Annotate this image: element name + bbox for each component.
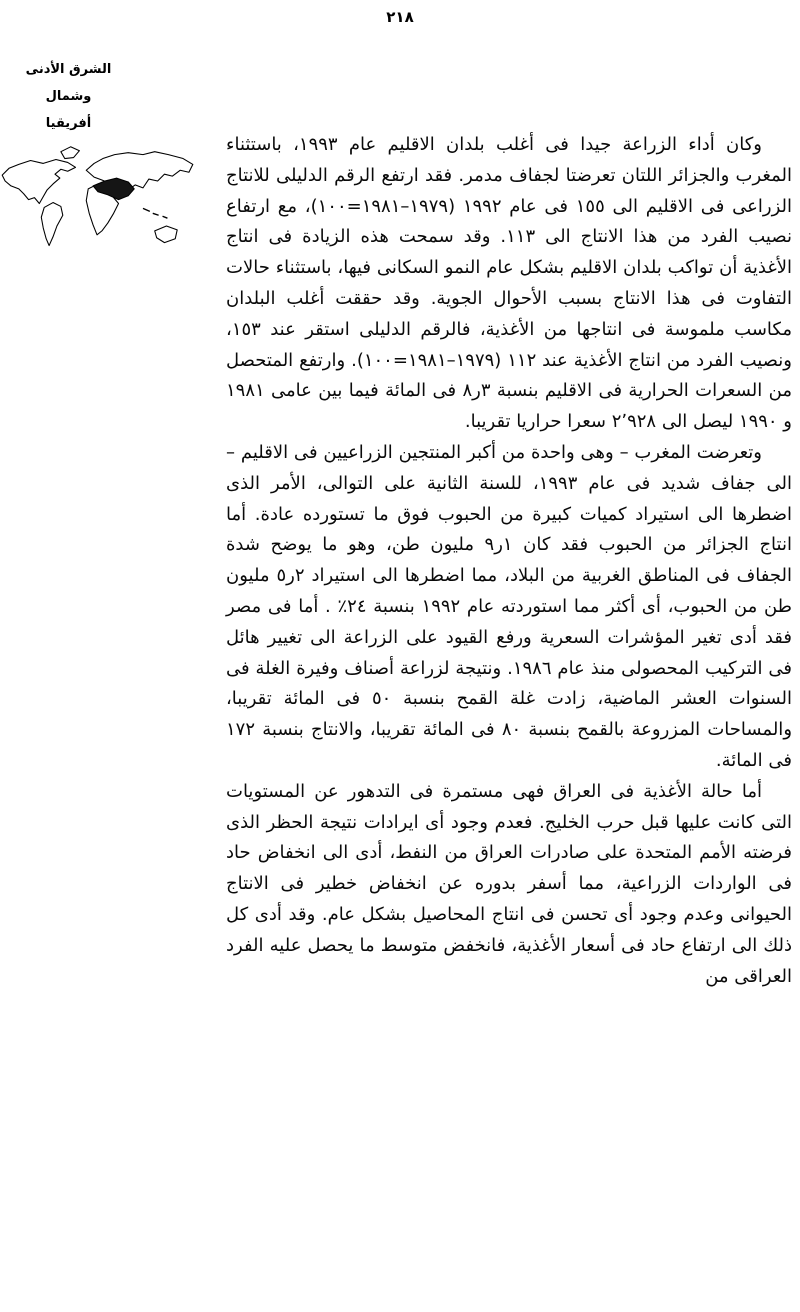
region-heading-line2: أفريقيا [45,116,92,131]
article-body-text [226,130,792,992]
region-heading-line1: الشرق الأدنى وشمال [25,62,112,104]
page-number: ٢١٨ [386,8,414,26]
paragraph-1: وكان أداء الزراعة جيدا فى أغلب بلدان الاقليم عام ١٩٩٣، باستثناء المغرب والجزائر اللتان تعرضتا لجفاف مدمر. فقد ارتفع الرقم الدليلى للانتاج الزراعى فى الاقليم الى ١٥٥ فى عام ١٩٩٢ (١٩٧٩–١٩٨١=١٠٠)، مع ارتفاع نصيب الفرد من هذا الانتاج الى ١١٣. وقد سمحت هذه الزيادة فى انتاج الأغذية أن تواكب بلدان الاقليم بشكل عام النمو السكانى فيها، باستثناء حالات التفاوت فى هذا الانتاج بسبب الأحوال الجوية. وقد حققت أغلب البلدان مكاسب ملموسة فى انتاجها من الأغذية، فالرقم الدليلى استقر عند ١٥٣، ونصيب الفرد من انتاج الأغذية عند ١١٢ (١٩٧٩–١٩٨١=١٠٠). وارتفع المتحصل من السعرات الحرارية فى الاقليم بنسبة ٣ر٨ فى المائة فيما بين عامى ١٩٨١ و ١٩٩٠ ليصل الى ٢٬٩٢٨ سعرا حراريا تقريبا. [226,134,792,433]
map-north-america [2,160,75,204]
map-islands [143,208,167,218]
world-map-icon [0,138,196,270]
paragraph-3: أما حالة الأغذية فى العراق فهى مستمرة فى التدهور عن المستويات التى كانت عليها قبل حرب الخليج. فعدم وجود أى ايرادات نتيجة الحظر الذى فرضته الأمم المتحدة على صادرات العراق من النفط، أدى الى انخفاض حاد فى الواردات الزراعية، مما أسفر بدوره عن انخفاض خطير فى الانتاج الحيوانى وعدم وجود أى تحسن فى انتاج المحاصيل بشكل عام. وقد أدى كل ذلك الى ارتفاع حاد فى أسعار الأغذية، فانخفض متوسط ما يحصل عليه الفرد العراقى من [226,780,792,987]
map-south-america [41,203,63,246]
paragraph-2: وتعرضت المغرب – وهى واحدة من أكبر المنتجين الزراعيين فى الاقليم – الى جفاف شديد فى عام ١٩٩٣، للسنة الثانية على التوالى، الأمر الذى اضطرها الى استيراد كميات كبيرة من الحبوب فوق ما تستورده عادة. أما انتاج الجزائر من الحبوب فقد كان ١ر٩ مليون طن، وهو ما يوضح شدة الجفاف فى المناطق الغربية من البلاد، مما اضطرها الى استيراد ٢ر٥ مليون طن من الحبوب، أى أكثر مما استوردته عام ١٩٩٢ بنسبة ٢٤٪ . أما فى مصر فقد أدى تغير المؤشرات السعرية ورفع القيود على الزراعة الى تغيير هائل فى التركيب المحصولى منذ عام ١٩٨٦. ونتيجة لزراعة أصناف وفيرة الغلة فى السنوات العشر الماضية، زادت غلة القمح بنسبة ٥٠ فى المائة تقريبا، والمساحات المزروعة بالقمح بنسبة ٨٠ فى المائة تقريبا، والانتاج بنسبة ١٧٢ فى المائة. [226,441,793,771]
map-australia [155,226,177,243]
region-heading [6,56,131,137]
map-greenland [61,147,80,159]
